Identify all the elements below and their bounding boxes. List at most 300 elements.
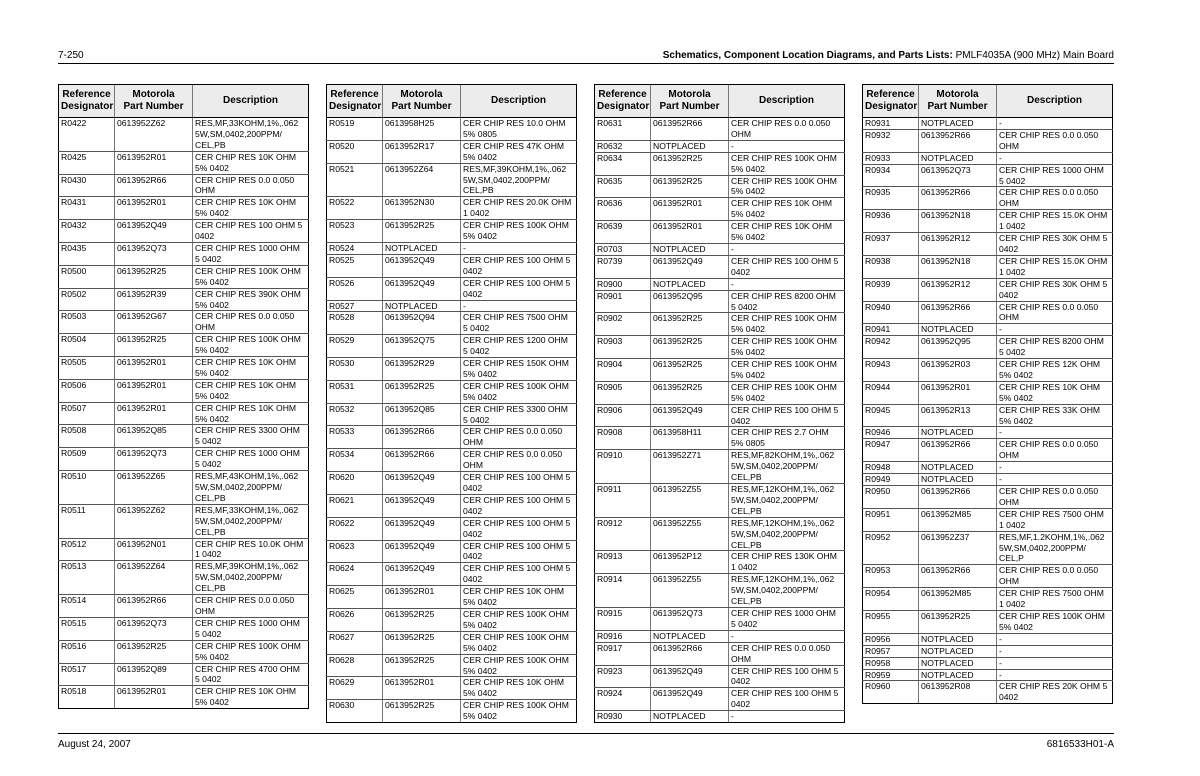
footer-doc-number: 6816533H01-A bbox=[1046, 739, 1114, 750]
table-row bbox=[327, 242, 577, 254]
table-row bbox=[595, 140, 845, 152]
table-row bbox=[595, 359, 845, 382]
cell-description: CER CHIP RES 10K OHM 5% 0402 bbox=[193, 402, 309, 425]
table-row bbox=[59, 357, 309, 380]
cell-description: CER CHIP RES 10K OHM 5% 0402 bbox=[729, 198, 845, 221]
cell-description: CER CHIP RES 100K OHM 5% 0402 bbox=[193, 265, 309, 288]
cell-ref-designator: R0521 bbox=[327, 163, 383, 197]
table-row bbox=[863, 336, 1113, 359]
cell-part-number: 0613952R25 bbox=[115, 265, 193, 288]
table-row bbox=[863, 278, 1113, 301]
cell-description: CER CHIP RES 10.0 OHM 5% 0805 bbox=[461, 118, 577, 141]
table-row bbox=[59, 288, 309, 311]
header-description: Description bbox=[193, 85, 309, 118]
cell-description: CER CHIP RES 0.0 0.050 OHM bbox=[729, 118, 845, 141]
cell-part-number: 0613952R01 bbox=[383, 586, 461, 609]
cell-ref-designator: R0522 bbox=[327, 197, 383, 220]
table-row bbox=[595, 255, 845, 278]
cell-description: CER CHIP RES 100 OHM 5 0402 bbox=[193, 220, 309, 243]
cell-description: - bbox=[997, 633, 1113, 645]
table-row bbox=[59, 640, 309, 663]
table-row bbox=[327, 472, 577, 495]
header-ref-line: Reference bbox=[598, 89, 647, 100]
cell-part-number: NOTPLACED bbox=[919, 462, 997, 474]
cell-part-number: 0613952R25 bbox=[383, 700, 461, 723]
cell-part-number: 0613952P12 bbox=[651, 551, 729, 574]
cell-part-number: 0613952Q49 bbox=[383, 540, 461, 563]
cell-description: CER CHIP RES 20.0K OHM 1 0402 bbox=[461, 197, 577, 220]
cell-part-number: 0613952Q49 bbox=[383, 517, 461, 540]
cell-description: RES,MF,1.2KOHM,1%,.062 5W,SM,0402,200PPM/ CEL,P bbox=[997, 531, 1113, 565]
cell-ref-designator: R0511 bbox=[59, 504, 115, 538]
cell-ref-designator: R0901 bbox=[595, 290, 651, 313]
cell-description: RES,MF,12KOHM,1%,.062 5W,SM,0402,200PPM/ CEL,PB bbox=[729, 517, 845, 551]
header-reference-designator bbox=[863, 85, 919, 118]
table-row bbox=[59, 174, 309, 197]
cell-description: RES,MF,33KOHM,1%,.062 5W,SM,0402,200PPM/ CEL,PB bbox=[193, 504, 309, 538]
cell-part-number: NOTPLACED bbox=[651, 278, 729, 290]
cell-description: CER CHIP RES 0.0 0.050 OHM bbox=[997, 129, 1113, 152]
cell-description: RES,MF,39KOHM,1%,.062 5W,SM,0402,200PPM/ CEL,PB bbox=[193, 561, 309, 595]
cell-description: RES,MF,33KOHM,1%,.062 5W,SM,0402,200PPM/ CEL,PB bbox=[193, 118, 309, 152]
cell-part-number: NOTPLACED bbox=[919, 657, 997, 669]
header-part-line: Motorola bbox=[936, 89, 979, 100]
cell-description: CER CHIP RES 0.0 0.050 OHM bbox=[729, 642, 845, 665]
cell-description: CER CHIP RES 100K OHM 5% 0402 bbox=[729, 381, 845, 404]
cell-ref-designator: R0634 bbox=[595, 152, 651, 175]
cell-ref-designator: R0534 bbox=[327, 449, 383, 472]
cell-part-number: 0613952R01 bbox=[651, 221, 729, 244]
table-row bbox=[863, 657, 1113, 669]
table-row bbox=[59, 663, 309, 686]
table-header-row bbox=[595, 85, 845, 118]
header-ref-line: Reference bbox=[866, 89, 915, 100]
table-row bbox=[595, 484, 845, 518]
cell-ref-designator: R0913 bbox=[595, 551, 651, 574]
cell-part-number: 0613952Z55 bbox=[651, 517, 729, 551]
table-row bbox=[863, 565, 1113, 588]
cell-description: CER CHIP RES 100K OHM 5% 0402 bbox=[461, 700, 577, 723]
cell-part-number: 0613952R17 bbox=[383, 140, 461, 163]
table-row bbox=[863, 645, 1113, 657]
footer-date: August 24, 2007 bbox=[58, 739, 131, 750]
header-part-line: Motorola bbox=[668, 89, 711, 100]
running-header bbox=[663, 50, 1114, 61]
table-row bbox=[327, 277, 577, 300]
cell-description: CER CHIP RES 0.0 0.050 OHM bbox=[997, 486, 1113, 509]
cell-part-number: NOTPLACED bbox=[919, 669, 997, 681]
cell-description: CER CHIP RES 30K OHM 5 0402 bbox=[997, 233, 1113, 256]
table-row bbox=[863, 359, 1113, 382]
table-row bbox=[59, 425, 309, 448]
cell-description: - bbox=[729, 140, 845, 152]
table-row bbox=[327, 426, 577, 449]
cell-part-number: 0613952M85 bbox=[919, 588, 997, 611]
cell-ref-designator: R0503 bbox=[59, 311, 115, 334]
table-row bbox=[595, 313, 845, 336]
cell-part-number: NOTPLACED bbox=[383, 242, 461, 254]
table-row bbox=[863, 439, 1113, 462]
cell-ref-designator: R0422 bbox=[59, 118, 115, 152]
table-row bbox=[863, 129, 1113, 152]
cell-ref-designator: R0504 bbox=[59, 334, 115, 357]
cell-part-number: 0613952Z64 bbox=[383, 163, 461, 197]
table-row bbox=[595, 450, 845, 484]
cell-ref-designator: R0531 bbox=[327, 380, 383, 403]
cell-ref-designator: R0924 bbox=[595, 688, 651, 711]
cell-ref-designator: R0533 bbox=[327, 426, 383, 449]
cell-description: - bbox=[997, 474, 1113, 486]
table-row bbox=[59, 617, 309, 640]
footer-rule bbox=[58, 733, 1114, 734]
cell-part-number: 0613952Q94 bbox=[383, 312, 461, 335]
cell-ref-designator: R0957 bbox=[863, 645, 919, 657]
cell-part-number: 0613952Z37 bbox=[919, 531, 997, 565]
cell-ref-designator: R0516 bbox=[59, 640, 115, 663]
table-row bbox=[327, 631, 577, 654]
cell-ref-designator: R0703 bbox=[595, 243, 651, 255]
cell-part-number: 0613952R01 bbox=[115, 402, 193, 425]
cell-ref-designator: R0739 bbox=[595, 255, 651, 278]
header-description: Description bbox=[461, 85, 577, 118]
table-row bbox=[863, 486, 1113, 509]
cell-part-number: NOTPLACED bbox=[651, 140, 729, 152]
cell-description: CER CHIP RES 4700 OHM 5 0402 bbox=[193, 663, 309, 686]
cell-part-number: 0613952R25 bbox=[115, 640, 193, 663]
cell-part-number: 0613952R66 bbox=[919, 565, 997, 588]
cell-part-number: 0613952Q49 bbox=[651, 404, 729, 427]
cell-ref-designator: R0431 bbox=[59, 197, 115, 220]
table-row bbox=[327, 140, 577, 163]
cell-ref-designator: R0917 bbox=[595, 642, 651, 665]
header-part-number bbox=[115, 85, 193, 118]
cell-description: CER CHIP RES 100K OHM 5% 0402 bbox=[729, 152, 845, 175]
header-part-number bbox=[383, 85, 461, 118]
table-row bbox=[863, 462, 1113, 474]
table-row bbox=[327, 586, 577, 609]
table-header-row bbox=[59, 85, 309, 118]
cell-description: CER CHIP RES 7500 OHM 5 0402 bbox=[461, 312, 577, 335]
header-part-line: Part Number bbox=[927, 101, 988, 112]
cell-description: CER CHIP RES 1000 OHM 5 0402 bbox=[193, 617, 309, 640]
cell-description: CER CHIP RES 100 OHM 5 0402 bbox=[461, 277, 577, 300]
table-row bbox=[595, 381, 845, 404]
cell-part-number: 0613952R01 bbox=[115, 197, 193, 220]
cell-ref-designator: R0425 bbox=[59, 151, 115, 174]
cell-ref-designator: R0510 bbox=[59, 471, 115, 505]
cell-description: CER CHIP RES 100K OHM 5% 0402 bbox=[997, 610, 1113, 633]
cell-description: CER CHIP RES 10K OHM 5% 0402 bbox=[193, 151, 309, 174]
cell-part-number: 0613952Q49 bbox=[651, 665, 729, 688]
table-row bbox=[59, 242, 309, 265]
table-row bbox=[595, 404, 845, 427]
table-row bbox=[59, 538, 309, 561]
cell-ref-designator: R0903 bbox=[595, 336, 651, 359]
cell-part-number: 0613952R25 bbox=[651, 336, 729, 359]
header-ref-line: Designator bbox=[865, 101, 918, 112]
cell-description: CER CHIP RES 100K OHM 5% 0402 bbox=[729, 175, 845, 198]
cell-ref-designator: R0529 bbox=[327, 335, 383, 358]
cell-description: - bbox=[729, 278, 845, 290]
cell-ref-designator: R0959 bbox=[863, 669, 919, 681]
cell-description: CER CHIP RES 100K OHM 5% 0402 bbox=[729, 359, 845, 382]
cell-part-number: 0613952R01 bbox=[651, 198, 729, 221]
cell-part-number: NOTPLACED bbox=[919, 118, 997, 130]
cell-ref-designator: R0916 bbox=[595, 630, 651, 642]
table-row bbox=[59, 504, 309, 538]
table-row bbox=[863, 118, 1113, 130]
cell-description: - bbox=[997, 324, 1113, 336]
cell-ref-designator: R0506 bbox=[59, 379, 115, 402]
cell-description: - bbox=[997, 645, 1113, 657]
cell-description: CER CHIP RES 100 OHM 5 0402 bbox=[461, 563, 577, 586]
cell-part-number: 0613952Q49 bbox=[383, 254, 461, 277]
cell-ref-designator: R0625 bbox=[327, 586, 383, 609]
table-row bbox=[595, 152, 845, 175]
cell-part-number: 0613952R29 bbox=[383, 358, 461, 381]
cell-part-number: NOTPLACED bbox=[919, 152, 997, 164]
cell-description: CER CHIP RES 10.0K OHM 1 0402 bbox=[193, 538, 309, 561]
cell-part-number: 0613952Z65 bbox=[115, 471, 193, 505]
cell-ref-designator: R0532 bbox=[327, 403, 383, 426]
cell-part-number: 0613952R66 bbox=[115, 174, 193, 197]
cell-description: RES,MF,12KOHM,1%,.062 5W,SM,0402,200PPM/ CEL,PB bbox=[729, 484, 845, 518]
cell-description: CER CHIP RES 10K OHM 5% 0402 bbox=[193, 686, 309, 709]
table-row bbox=[595, 336, 845, 359]
table-row bbox=[59, 561, 309, 595]
cell-description: CER CHIP RES 0.0 0.050 OHM bbox=[193, 311, 309, 334]
table-row bbox=[595, 118, 845, 141]
table-row bbox=[327, 677, 577, 700]
table-row bbox=[595, 574, 845, 608]
cell-ref-designator: R0950 bbox=[863, 486, 919, 509]
cell-part-number: 0613952R03 bbox=[919, 359, 997, 382]
table-row bbox=[595, 517, 845, 551]
cell-part-number: 0613952Z62 bbox=[115, 118, 193, 152]
cell-description: CER CHIP RES 15.0K OHM 1 0402 bbox=[997, 255, 1113, 278]
cell-ref-designator: R0523 bbox=[327, 220, 383, 243]
cell-ref-designator: R0631 bbox=[595, 118, 651, 141]
cell-part-number: 0613952R12 bbox=[919, 278, 997, 301]
cell-ref-designator: R0524 bbox=[327, 242, 383, 254]
table-row bbox=[327, 358, 577, 381]
table-row bbox=[59, 118, 309, 152]
cell-part-number: NOTPLACED bbox=[919, 645, 997, 657]
cell-ref-designator: R0906 bbox=[595, 404, 651, 427]
cell-description: CER CHIP RES 0.0 0.050 OHM bbox=[997, 565, 1113, 588]
cell-part-number: 0613952R25 bbox=[383, 608, 461, 631]
cell-description: CER CHIP RES 12K OHM 5% 0402 bbox=[997, 359, 1113, 382]
header-description: Description bbox=[997, 85, 1113, 118]
cell-ref-designator: R0912 bbox=[595, 517, 651, 551]
cell-ref-designator: R0940 bbox=[863, 301, 919, 324]
table-row bbox=[327, 563, 577, 586]
table-row bbox=[863, 152, 1113, 164]
table-row bbox=[595, 427, 845, 450]
table-header-row bbox=[327, 85, 577, 118]
cell-ref-designator: R0526 bbox=[327, 277, 383, 300]
cell-part-number: 0613952N01 bbox=[115, 538, 193, 561]
cell-part-number: 0613952R66 bbox=[919, 486, 997, 509]
cell-ref-designator: R0430 bbox=[59, 174, 115, 197]
cell-part-number: 0613952R66 bbox=[383, 449, 461, 472]
cell-ref-designator: R0520 bbox=[327, 140, 383, 163]
table-row bbox=[59, 471, 309, 505]
table-row bbox=[863, 681, 1113, 704]
cell-part-number: 0613952G67 bbox=[115, 311, 193, 334]
table-row bbox=[863, 210, 1113, 233]
cell-description: CER CHIP RES 10K OHM 5% 0402 bbox=[193, 197, 309, 220]
cell-part-number: 0613952R25 bbox=[651, 152, 729, 175]
cell-part-number: 0613952R25 bbox=[383, 654, 461, 677]
table-row bbox=[595, 243, 845, 255]
parts-table-4 bbox=[862, 84, 1113, 704]
cell-part-number: 0613952R25 bbox=[919, 610, 997, 633]
cell-description: CER CHIP RES 0.0 0.050 OHM bbox=[461, 426, 577, 449]
cell-ref-designator: R0507 bbox=[59, 402, 115, 425]
table-row bbox=[595, 607, 845, 630]
cell-ref-designator: R0942 bbox=[863, 336, 919, 359]
cell-description: CER CHIP RES 7500 OHM 1 0402 bbox=[997, 508, 1113, 531]
header-ref-line: Reference bbox=[62, 89, 111, 100]
table-row bbox=[863, 633, 1113, 645]
cell-description: CER CHIP RES 2.7 OHM 5% 0805 bbox=[729, 427, 845, 450]
table-row bbox=[327, 197, 577, 220]
cell-description: CER CHIP RES 1000 OHM 5 0402 bbox=[193, 448, 309, 471]
cell-part-number: 0613952Z55 bbox=[651, 484, 729, 518]
cell-ref-designator: R0958 bbox=[863, 657, 919, 669]
table-row bbox=[863, 588, 1113, 611]
cell-description: - bbox=[461, 300, 577, 312]
table-row bbox=[327, 540, 577, 563]
cell-description: CER CHIP RES 1200 OHM 5 0402 bbox=[461, 335, 577, 358]
table-row bbox=[59, 448, 309, 471]
cell-ref-designator: R0528 bbox=[327, 312, 383, 335]
cell-part-number: NOTPLACED bbox=[651, 711, 729, 723]
cell-part-number: 0613952Q73 bbox=[115, 448, 193, 471]
table-row bbox=[327, 654, 577, 677]
table-row bbox=[327, 335, 577, 358]
cell-part-number: 0613952R39 bbox=[115, 288, 193, 311]
cell-description: CER CHIP RES 100K OHM 5% 0402 bbox=[193, 334, 309, 357]
cell-ref-designator: R0623 bbox=[327, 540, 383, 563]
cell-ref-designator: R0915 bbox=[595, 607, 651, 630]
table-row bbox=[595, 278, 845, 290]
cell-part-number: 0613952Q95 bbox=[919, 336, 997, 359]
cell-description: - bbox=[997, 669, 1113, 681]
cell-ref-designator: R0941 bbox=[863, 324, 919, 336]
cell-part-number: 0613952R08 bbox=[919, 681, 997, 704]
cell-ref-designator: R0952 bbox=[863, 531, 919, 565]
header-rule bbox=[58, 63, 1114, 64]
cell-description: CER CHIP RES 3300 OHM 5 0402 bbox=[461, 403, 577, 426]
header-part-line: Part Number bbox=[659, 101, 720, 112]
cell-ref-designator: R0955 bbox=[863, 610, 919, 633]
cell-ref-designator: R0627 bbox=[327, 631, 383, 654]
cell-part-number: 0613958H25 bbox=[383, 118, 461, 141]
cell-part-number: 0613952Q85 bbox=[115, 425, 193, 448]
cell-description: CER CHIP RES 7500 OHM 1 0402 bbox=[997, 588, 1113, 611]
table-row bbox=[595, 198, 845, 221]
cell-description: CER CHIP RES 0.0 0.050 OHM bbox=[461, 449, 577, 472]
cell-ref-designator: R0527 bbox=[327, 300, 383, 312]
cell-part-number: 0613952N30 bbox=[383, 197, 461, 220]
table-row bbox=[863, 610, 1113, 633]
cell-ref-designator: R0911 bbox=[595, 484, 651, 518]
cell-part-number: 0613952R66 bbox=[383, 426, 461, 449]
cell-description: CER CHIP RES 150K OHM 5% 0402 bbox=[461, 358, 577, 381]
cell-part-number: 0613952Q95 bbox=[651, 290, 729, 313]
cell-description: CER CHIP RES 100 OHM 5 0402 bbox=[461, 540, 577, 563]
cell-ref-designator: R0930 bbox=[595, 711, 651, 723]
table-row bbox=[863, 508, 1113, 531]
cell-part-number: NOTPLACED bbox=[919, 324, 997, 336]
cell-ref-designator: R0904 bbox=[595, 359, 651, 382]
cell-ref-designator: R0626 bbox=[327, 608, 383, 631]
cell-description: CER CHIP RES 10K OHM 5% 0402 bbox=[193, 357, 309, 380]
cell-ref-designator: R0629 bbox=[327, 677, 383, 700]
cell-ref-designator: R0515 bbox=[59, 617, 115, 640]
cell-description: CER CHIP RES 8200 OHM 5 0402 bbox=[997, 336, 1113, 359]
cell-ref-designator: R0954 bbox=[863, 588, 919, 611]
table-row bbox=[327, 254, 577, 277]
cell-description: CER CHIP RES 100K OHM 5% 0402 bbox=[461, 380, 577, 403]
cell-description: CER CHIP RES 33K OHM 5% 0402 bbox=[997, 404, 1113, 427]
table-row bbox=[59, 334, 309, 357]
cell-part-number: 0613952R66 bbox=[115, 595, 193, 618]
table-row bbox=[863, 531, 1113, 565]
cell-part-number: 0613958H11 bbox=[651, 427, 729, 450]
cell-part-number: 0613952R25 bbox=[651, 175, 729, 198]
cell-description: - bbox=[997, 657, 1113, 669]
cell-part-number: 0613952R25 bbox=[115, 334, 193, 357]
cell-part-number: 0613952N18 bbox=[919, 255, 997, 278]
cell-description: RES,MF,12KOHM,1%,.062 5W,SM,0402,200PPM/ CEL,PB bbox=[729, 574, 845, 608]
cell-part-number: 0613952N18 bbox=[919, 210, 997, 233]
header-part-line: Part Number bbox=[391, 101, 452, 112]
table-row bbox=[595, 175, 845, 198]
cell-description: - bbox=[997, 462, 1113, 474]
cell-description: CER CHIP RES 10K OHM 5% 0402 bbox=[729, 221, 845, 244]
header-part-number bbox=[919, 85, 997, 118]
cell-part-number: 0613952R01 bbox=[115, 379, 193, 402]
cell-part-number: 0613952R25 bbox=[651, 359, 729, 382]
cell-part-number: 0613952Q49 bbox=[651, 688, 729, 711]
cell-part-number: 0613952R25 bbox=[651, 381, 729, 404]
table-header-row bbox=[863, 85, 1113, 118]
cell-part-number: 0613952R66 bbox=[919, 187, 997, 210]
cell-ref-designator: R0908 bbox=[595, 427, 651, 450]
table-row bbox=[595, 221, 845, 244]
table-row bbox=[327, 312, 577, 335]
cell-description: CER CHIP RES 100 OHM 5 0402 bbox=[461, 254, 577, 277]
cell-ref-designator: R0639 bbox=[595, 221, 651, 244]
table-row bbox=[863, 324, 1113, 336]
cell-ref-designator: R0949 bbox=[863, 474, 919, 486]
cell-description: CER CHIP RES 1000 OHM 5 0402 bbox=[997, 164, 1113, 187]
cell-description: CER CHIP RES 100 OHM 5 0402 bbox=[461, 494, 577, 517]
cell-ref-designator: R0519 bbox=[327, 118, 383, 141]
cell-ref-designator: R0628 bbox=[327, 654, 383, 677]
cell-part-number: 0613952R25 bbox=[383, 220, 461, 243]
cell-description: CER CHIP RES 100K OHM 5% 0402 bbox=[193, 640, 309, 663]
cell-part-number: 0613952R25 bbox=[383, 380, 461, 403]
table-row bbox=[595, 665, 845, 688]
table-row bbox=[327, 300, 577, 312]
cell-description: CER CHIP RES 8200 OHM 5 0402 bbox=[729, 290, 845, 313]
cell-ref-designator: R0936 bbox=[863, 210, 919, 233]
table-row bbox=[59, 311, 309, 334]
